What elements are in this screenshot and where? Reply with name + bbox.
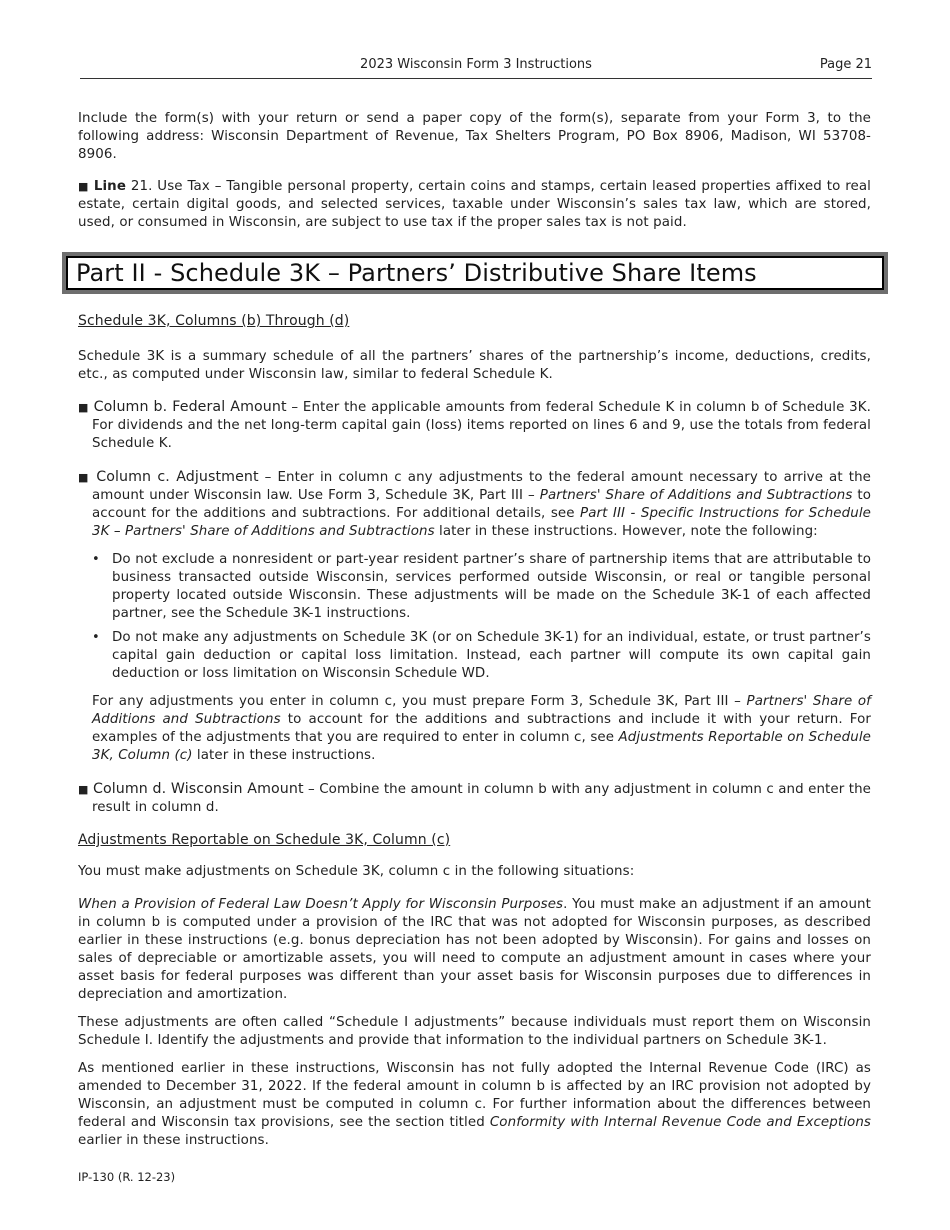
- column-c-text-2: to account for the additions and subtractions. For additional details, see: [92, 488, 871, 521]
- column-c-italic-ref-2: Part III - Specific Instructions for Schedule 3K – Partners' Share of Additions and Subtractions: [92, 506, 871, 539]
- bullet-dot-icon: •: [92, 552, 100, 567]
- square-bullet-icon: ■: [78, 180, 89, 193]
- column-c-item: [78, 468, 871, 541]
- column-c-label: Column c. Adjustment: [96, 469, 259, 485]
- page-number: Page 21: [819, 57, 872, 72]
- column-c-italic-ref-1: Partners' Share of Additions and Subtractions: [539, 488, 853, 503]
- list-item-text: Do not make any adjustments on Schedule 3K (or on Schedule 3K-1) for an individual, estate, or trust partner’s capital gain deduction or capital loss limitation. Instead, each partner will compute its own capital gain deduction or loss limitation on Wisconsin Schedule WD.: [112, 630, 871, 681]
- page-header: [80, 56, 872, 79]
- federal-provision-text: . You must make an adjustment if an amount in column b is computed under a provision of the IRC that was not adopted for Wisconsin purposes, as described earlier in these instructions (e.g. bonus depreciation has not been adopted by Wisconsin). For gains and losses on sales of depreciable or amortizable assets, you will need to compute an adjustment amount in cases where your asset basis for federal purposes was different than your asset basis for Wisconsin purposes due to differences in depreciation and amortization.: [78, 897, 871, 1002]
- column-d-text: – Combine the amount in column b with any adjustment in column c and enter the result in column d.: [92, 782, 872, 815]
- line21-label: Line: [93, 179, 126, 194]
- followup-text-1: For any adjustments you enter in column c, you must prepare Form 3, Schedule 3K, Part III –: [92, 694, 747, 709]
- square-bullet-icon: ■: [78, 783, 89, 796]
- schedule-summary-paragraph: Schedule 3K is a summary schedule of all the partners’ shares of the partnership’s income, deductions, credits, etc., as computed under Wisconsin law, similar to federal Schedule K.: [78, 349, 871, 382]
- column-b-label: Column b. Federal Amount: [93, 399, 287, 415]
- followup-text-2: to account for the additions and subtractions and include it with your return. For examples of the adjustments that you are required to enter in column c, see: [92, 712, 872, 745]
- followup-italic-ref-2: Adjustments Reportable on Schedule 3K, Column (c): [92, 730, 871, 763]
- column-c-text-3: later in these instructions. However, note the following:: [434, 524, 818, 539]
- column-b-text: – Enter the applicable amounts from federal Schedule K in column b of Schedule 3K. For dividends and the net long-term capital gain (loss) items reported on lines 6 and 9, use the totals from federal Schedule K.: [92, 400, 872, 451]
- section1-heading: Schedule 3K, Columns (b) Through (d): [78, 313, 350, 329]
- line21-text: 21. Use Tax – Tangible personal property, certain coins and stamps, certain leased properties affixed to real estate, certain digital goods, and selected services, taxable under Wisconsin’s sales tax law, which are stored, used, or consumed in Wisconsin, are subject to use tax if the proper sales tax is not paid.: [78, 179, 871, 230]
- section2-intro: You must make adjustments on Schedule 3K, column c in the following situations:: [78, 864, 635, 879]
- column-b-item: [78, 398, 871, 453]
- irc-text-2: earlier in these instructions.: [78, 1133, 269, 1148]
- part-ii-title: Part II - Schedule 3K – Partners’ Distributive Share Items: [66, 256, 884, 290]
- header-title: 2023 Wisconsin Form 3 Instructions: [360, 57, 592, 72]
- list-item: [78, 629, 871, 683]
- column-c-bullet-list: [78, 551, 871, 683]
- address-paragraph: Include the form(s) with your return or send a paper copy of the form(s), separate from your Form 3, to the following address: Wisconsin Department of Revenue, Tax Shelters Program, PO Box 8906, Madison, WI 53708-8906.: [78, 111, 871, 162]
- irc-text-1: As mentioned earlier in these instructions, Wisconsin has not fully adopted the Internal Revenue Code (IRC) as amended to December 31, 2022. If the federal amount in column b is affected by an IRC provision not adopted by Wisconsin, an adjustment must be computed in column c. For further information about the differences between federal and Wisconsin tax provisions, see the section titled: [78, 1061, 871, 1130]
- bullet-dot-icon: •: [92, 630, 100, 645]
- part-ii-banner: [62, 252, 888, 294]
- list-item-text: Do not exclude a nonresident or part-year resident partner’s share of partnership items that are attributable to business transacted outside Wisconsin, services performed outside Wisconsin, or real or tangible personal property located outside Wisconsin. These adjustments will be made on the Schedule 3K-1 of each affected partner, see the Schedule 3K-1 instructions.: [112, 552, 871, 621]
- line21-paragraph: [78, 178, 871, 232]
- page-content: [78, 110, 871, 1150]
- federal-provision-title: When a Provision of Federal Law Doesn’t Apply for Wisconsin Purposes: [78, 897, 564, 912]
- square-bullet-icon: ■: [78, 471, 91, 484]
- column-c-followup-paragraph: [78, 693, 871, 765]
- followup-italic-ref-1: Partners' Share of Additions and Subtractions: [92, 694, 871, 727]
- irc-italic-ref: Conformity with Internal Revenue Code and Exceptions: [489, 1115, 871, 1130]
- column-d-label: Column d. Wisconsin Amount: [92, 781, 304, 797]
- column-c-text-1: – Enter in column c any adjustments to the federal amount necessary to arrive at the amount under Wisconsin law. Use Form 3, Schedule 3K, Part III –: [92, 470, 872, 503]
- list-item: [78, 551, 871, 623]
- square-bullet-icon: ■: [78, 401, 89, 414]
- followup-text-3: later in these instructions.: [192, 748, 376, 763]
- schedule-i-paragraph: These adjustments are often called “Schedule I adjustments” because individuals must report them on Wisconsin Schedule I. Identify the adjustments and provide that information to the individual partners on Schedule 3K-1.: [78, 1015, 871, 1048]
- federal-provision-paragraph: [78, 896, 871, 1004]
- irc-conformity-paragraph: [78, 1060, 871, 1150]
- column-d-item: [78, 780, 871, 817]
- section2-heading: Adjustments Reportable on Schedule 3K, Column (c): [78, 832, 451, 848]
- form-code-footer: IP-130 (R. 12-23): [78, 1170, 176, 1184]
